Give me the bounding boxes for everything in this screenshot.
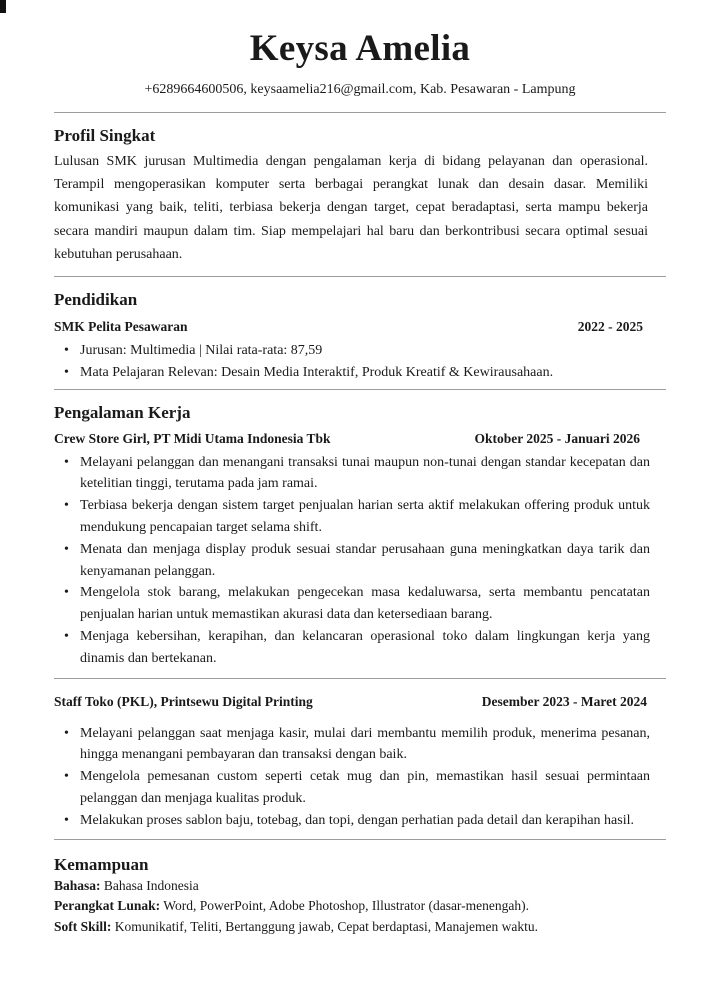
divider <box>54 678 666 679</box>
profile-text: Lulusan SMK jurusan Multimedia dengan pengalaman kerja di bidang pelayanan dan operasional. Terampil mengoperasikan komputer serta berbagai perangkat lunak dan desain dasar. Memiliki komunikasi yang baik, teliti, terbiasa bekerja dengan target, cepat beradaptasi, serta mampu bekerja secara mandiri maupun dalam tim. Siap mempelajari hal baru dan berkontribusi secara optimal sesuai kebutuhan perusahaan. <box>54 154 648 262</box>
list-item: • Mengelola stok barang, melakukan pengecekan masa kedaluwarsa, serta membantu pencatatan penjualan harian untuk memastikan akurasi data dan ketersediaan barang. <box>64 582 650 626</box>
divider <box>54 389 666 390</box>
resume-name: Keysa Amelia <box>249 28 471 69</box>
job-row <box>54 693 647 711</box>
list-item: • Terbiasa bekerja dengan sistem target penjualan harian serta aktif melakukan offering produk untuk mendukung pencapaian target selama shift. <box>64 495 650 539</box>
divider <box>54 112 666 113</box>
job-title: Staff Toko (PKL), Printsewu Digital Printing <box>54 693 313 709</box>
school-name: SMK Pelita Pesawaran <box>54 319 188 335</box>
list-item: • Mata Pelajaran Relevan: Desain Media Interaktif, Produk Kreatif & Kewirausahaan. <box>64 362 650 384</box>
contact-line: +6289664600506, keysaamelia216@gmail.com, Kab. Pesawaran - Lampung <box>144 82 576 97</box>
education-row <box>54 318 643 336</box>
corner-mark <box>0 0 6 13</box>
education-period: 2022 - 2025 <box>577 319 643 335</box>
divider <box>54 276 666 277</box>
job-period: Desember 2023 - Maret 2024 <box>481 693 647 709</box>
resume-page <box>54 0 666 937</box>
experience-heading: Pengalaman Kerja <box>54 402 191 422</box>
skill-value: Word, PowerPoint, Adobe Photoshop, Illustrator (dasar-menengah). <box>163 898 530 914</box>
profile-section <box>54 125 666 266</box>
skill-label: Perangkat Lunak: <box>54 898 161 914</box>
list-item: • Mengelola pemesanan custom seperti cetak mug dan pin, memastikan hasil sesuai permintaan pelanggan dan menjaga kualitas produk. <box>64 766 650 810</box>
skill-value: Bahasa Indonesia <box>103 877 199 893</box>
list-item: • Melayani pelanggan saat menjaga kasir, mulai dari membantu memilih produk, menerima pesanan, hingga menangani pembayaran dan transaksi dengan baik. <box>64 723 650 767</box>
skill-label: Bahasa: <box>54 877 101 893</box>
skill-label: Soft Skill: <box>54 918 112 934</box>
list-item: • Menata dan menjaga display produk sesuai standar perusahaan guna meningkatkan daya tarik dan kenyamanan pelanggan. <box>64 539 650 583</box>
job-title: Crew Store Girl, PT Midi Utama Indonesia Tbk <box>54 430 331 446</box>
list-item: • Melakukan proses sablon baju, totebag, dan topi, dengan perhatian pada detail dan kerapihan hasil. <box>64 810 650 832</box>
education-heading: Pendidikan <box>54 290 138 310</box>
education-list <box>54 340 666 384</box>
list-item: • Jurusan: Multimedia | Nilai rata-rata: 87,59 <box>64 340 650 362</box>
skill-language <box>54 876 666 897</box>
list-item: • Menjaga kebersihan, kerapihan, dan kelancaran operasional toko dalam lingkungan kerja yang dinamis dan bertekanan. <box>64 626 650 670</box>
experience-section <box>54 402 666 832</box>
skills-heading: Kemampuan <box>54 854 149 874</box>
job-duties-list <box>54 452 666 670</box>
skills-section <box>54 854 666 938</box>
education-section <box>54 289 666 384</box>
job-duties-list <box>54 723 666 832</box>
list-item: • Melayani pelanggan dan menangani transaksi tunai maupun non-tunai dengan standar kecepatan dan ketelitian tinggi, terutama pada jam ramai. <box>64 452 650 496</box>
skill-soft <box>54 917 666 938</box>
divider <box>54 839 666 840</box>
skill-value: Komunikatif, Teliti, Bertanggung jawab, Cepat berdaptasi, Manajemen waktu. <box>114 918 538 934</box>
job-row <box>54 430 640 448</box>
job-period: Oktober 2025 - Januari 2026 <box>474 430 640 446</box>
skill-software <box>54 896 666 917</box>
profile-heading: Profil Singkat <box>54 126 156 145</box>
